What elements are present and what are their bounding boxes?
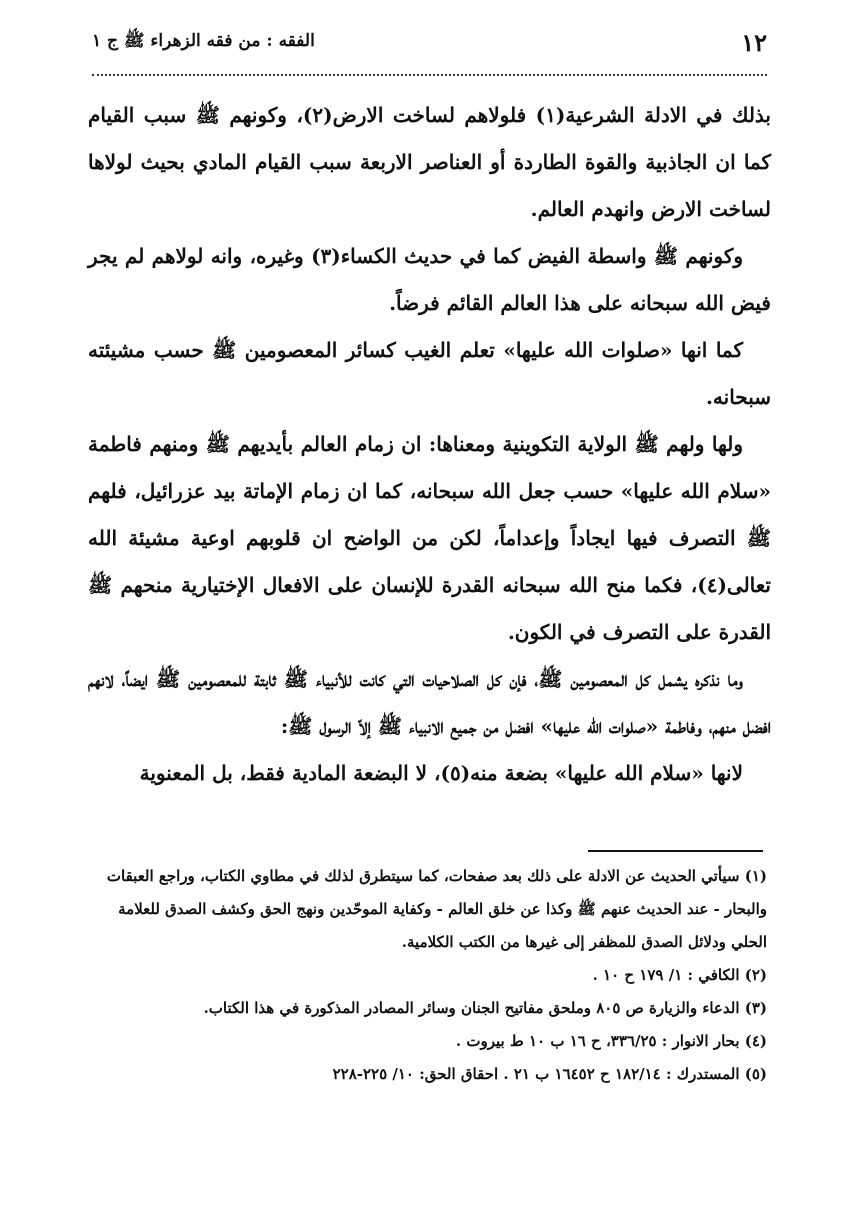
footnote: (٥) المستدرك : ١٨٢/١٤ ح ١٦٤٥٢ ب ٢١ . احقاق الحق: ١٠/ ٢٢٥-٢٢٨ — [332, 1065, 767, 1083]
footnote: (١) سيأتي الحديث عن الادلة على ذلك بعد صفحات، كما سيتطرق لذلك في مطاوي الكتاب، وراجع العبقات والبحار - عند الحديث عنهم ﷺ وكذا عن خلق العالم - وكفاية الموحّدين ونهج الحق وكشف الصدق للعلامة الحلي ودلائل الصدق للمظفر إلى غيرها من الكتب الكلامية. — [106, 867, 767, 951]
footnote: (٤) بحار الانوار : ٣٣٦/٢٥، ح ١٦ ب ١٠ ط بيروت . — [455, 1032, 767, 1050]
footnotes — [88, 860, 767, 1091]
paragraph: لانها «سلام الله عليها» بضعة منه(٥)، لا البضعة المادية فقط، بل المعنوية — [139, 761, 743, 785]
running-title: الفقه : من فقه الزهراء ﷺ ج ١ — [92, 30, 315, 51]
footnote: (٣) الدعاء والزيارة ص ٨٠٥ وملحق مفاتيح الجنان وسائر المصادر المذكورة في هذا الكتاب. — [203, 999, 767, 1017]
page-header — [92, 22, 767, 62]
paragraph: وكونهم ﷺ واسطة الفيض كما في حديث الكساء(٣) وغيره، وانه لولاهم لم يجر فيض الله سبحانه على هذا العالم القائم فرضاً. — [88, 244, 771, 315]
paragraph: ولها ولهم ﷺ الولاية التكوينية ومعناها: ان زمام العالم بأيديهم ﷺ ومنهم فاطمة «سلام الله عليها» حسب جعل الله سبحانه، كما ان زمام الإماتة بيد عزرائيل، فلهم ﷺ التصرف فيها ايجاداً وإعداماً، لكن من الواضح ان قلوبهم اوعية مشيئة الله تعالى(٤)، فكما منح الله سبحانه القدرة للإنسان على الافعال الإختيارية منحهم ﷺ القدرة على التصرف في الكون. — [88, 432, 771, 644]
header-divider — [92, 74, 767, 76]
paragraph: كما انها «صلوات الله عليها» تعلم الغيب كسائر المعصومين ﷺ حسب مشيئته سبحانه. — [88, 338, 771, 409]
footnote: (٢) الكافي : ١/ ١٧٩ ح ١٠ . — [592, 966, 767, 984]
paragraph: بذلك في الادلة الشرعية(١) فلولاهم لساخت الارض(٢)، وكونهم ﷺ سبب القيام كما ان الجاذبية والقوة الطاردة أو العناصر الاربعة سبب القيام المادي بحيث لولاها لساخت الارض وانهدم العالم. — [88, 103, 771, 221]
main-text — [88, 92, 771, 797]
paragraph: وما نذكره يشمل كل المعصومين ﷺ، فإن كل الصلاحيات التي كانت للأنبياء ﷺ ثابتة للمعصومين ﷺ ايضاً، لانهم افضل منهم، وفاطمة «صلوات الله عليها» افضل من جميع الانبياء ﷺ إلاّ الرسول ﷺ: — [88, 667, 771, 738]
footnote-divider — [588, 850, 763, 852]
page-number: ١٢ — [741, 27, 767, 57]
